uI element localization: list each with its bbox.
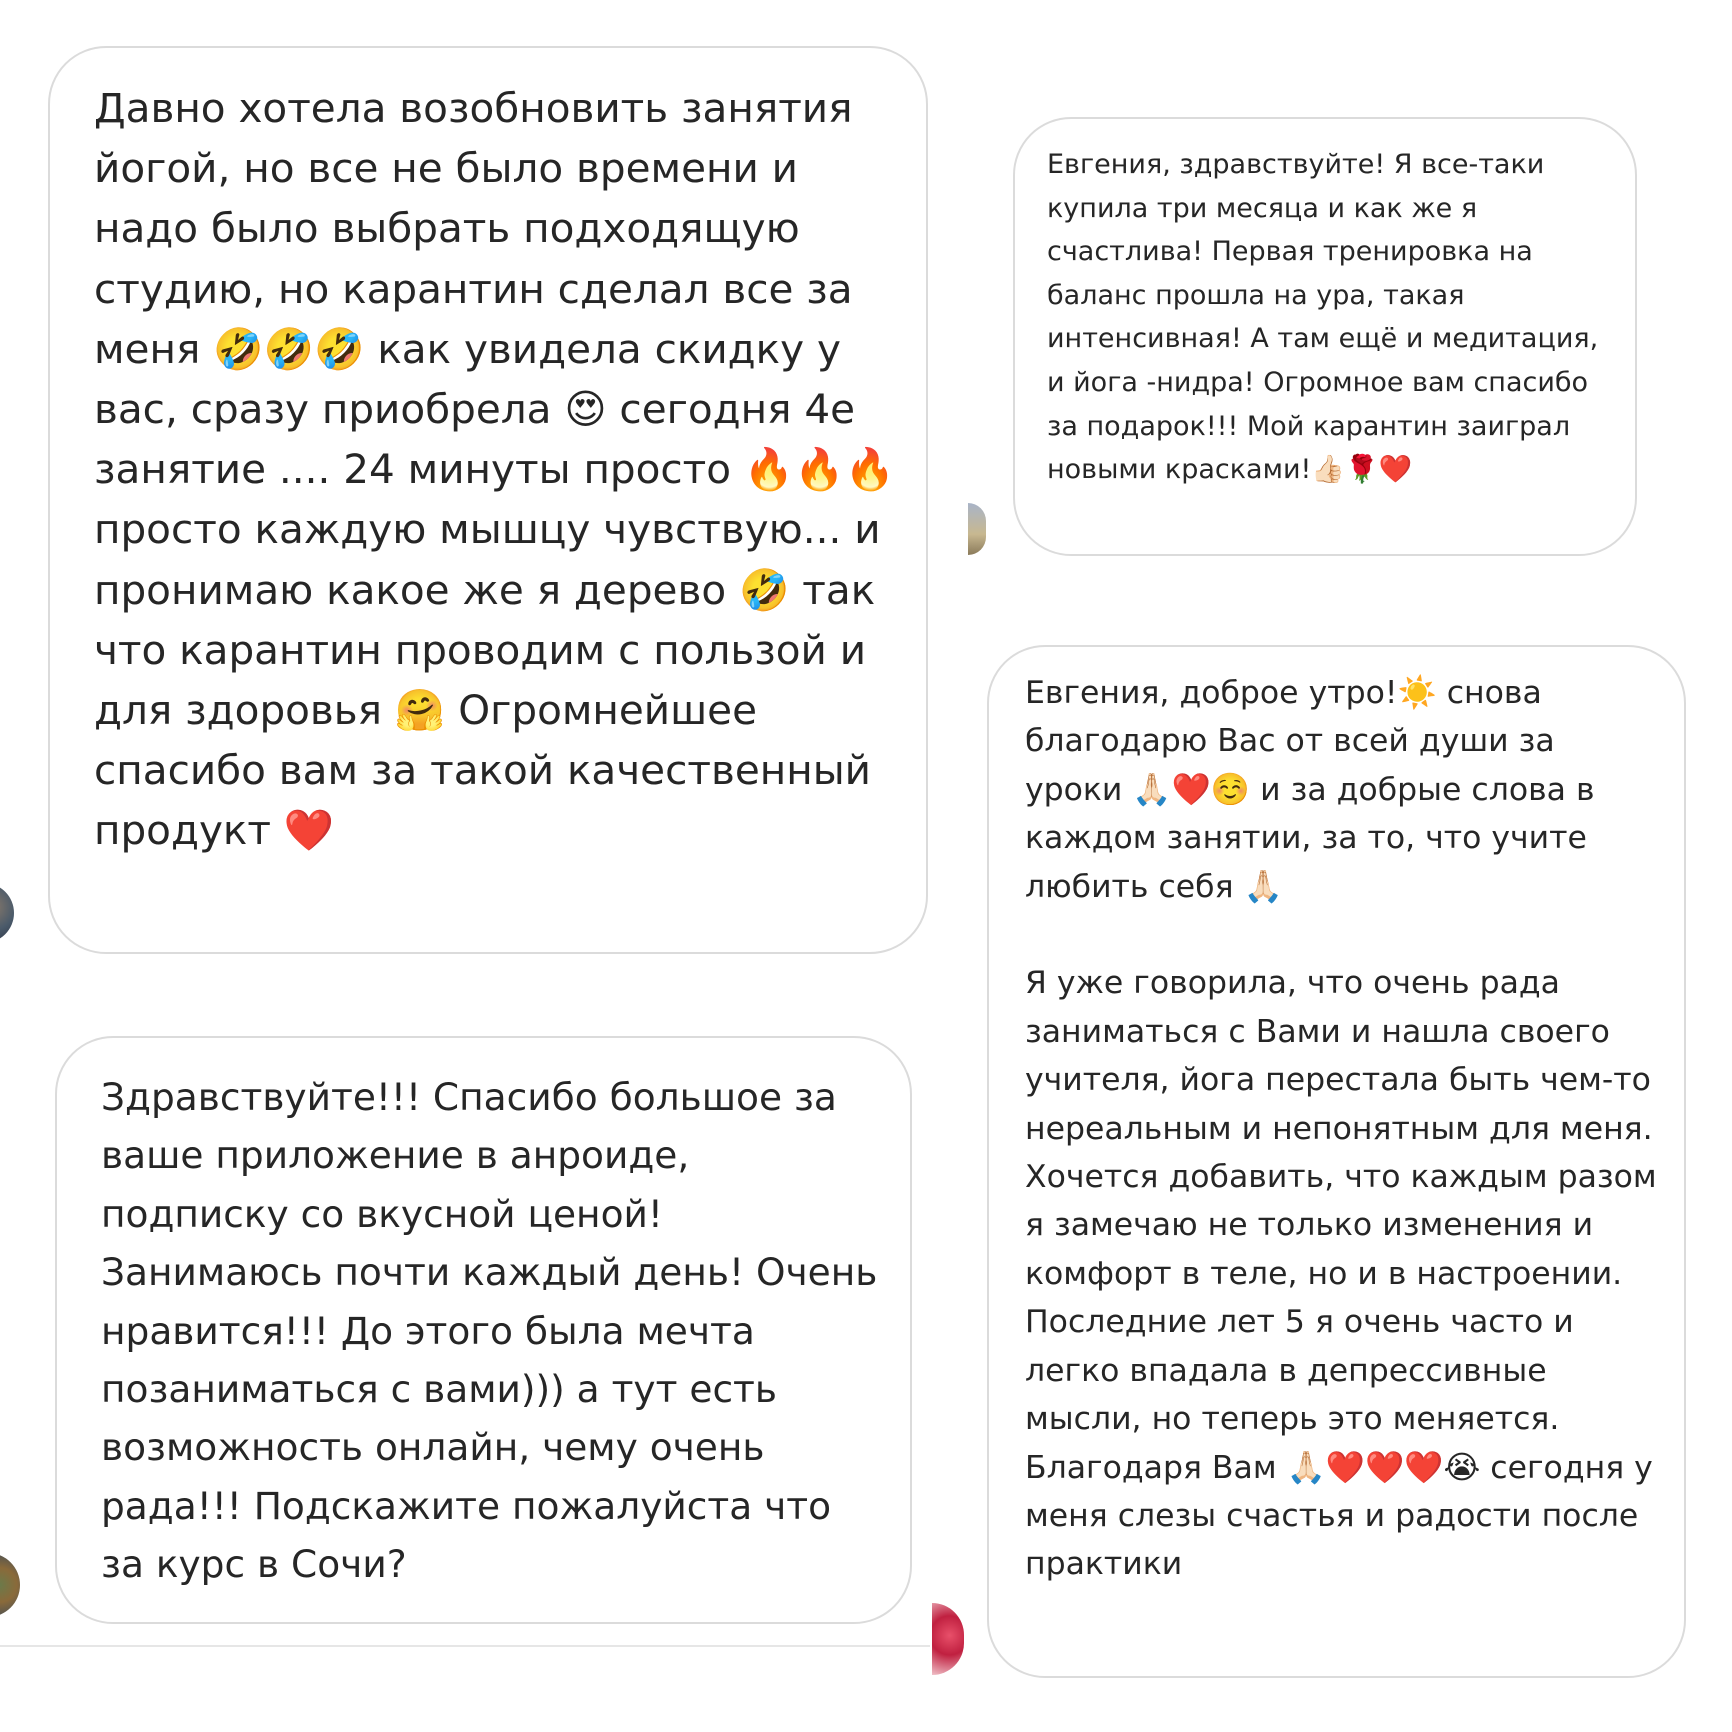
message-text-4: Евгения, доброе утро!☀️ снова благодарю Вас от всей души за уроки 🙏🏻❤️☺️ и за добрые слова в каждом занятии, за то, что учите любить себя 🙏🏻 Я уже говорила, что очень рада заниматься с Вами и нашла своего учителя, йога перестала быть чем-то нереальным и непонятным для меня. Хочется добавить, что каждым разом я замечаю не только изменения и комфорт в теле, но и в настроении. Последние лет 5 я очень часто и легко впадала в депрессивные мысли, но теперь это меняется. Благодаря Вам 🙏🏻❤️❤️❤️😭 сегодня у меня слезы счастья и радости после практики [1025, 675, 1657, 1583]
sender-avatar-2[interactable] [0, 1553, 20, 1617]
sender-avatar-3[interactable] [968, 503, 986, 555]
divider [0, 1645, 930, 1647]
message-text-2: Здравствуйте!!! Спасибо большое за ваше приложение в анроиде, подписку со вкусной ценой! Занимаюсь почти каждый день! Очень нравится!!! До этого была мечта позаниматься с вами))) а тут есть возможность онлайн, чему очень рада!!! Подскажите пожалуйста что за курс в Сочи? [101, 1075, 890, 1587]
message-bubble-4[interactable] [987, 645, 1686, 1678]
message-bubble-1[interactable] [48, 46, 928, 954]
message-text-3: Евгения, здравствуйте! Я все-таки купила три месяца и как же я счастлива! Первая тренировка на баланс прошла на ура, такая интенсивная! А там ещё и медитация, и йога -нидра! Огромное вам спасибо за подарок!!! Мой карантин заиграл новыми красками!👍🏻🌹❤️ [1047, 149, 1607, 486]
sender-avatar-1[interactable] [0, 883, 14, 943]
message-bubble-2[interactable] [55, 1036, 912, 1624]
sender-avatar-4[interactable] [932, 1603, 964, 1675]
message-bubble-3[interactable] [1013, 117, 1637, 556]
message-text-1: Давно хотела возобновить занятия йогой, но все не было времени и надо было выбрать подходящую студию, но карантин сделал все за меня 🤣🤣🤣 как увидела скидку у вас, сразу приобрела 😍 сегодня 4е занятие .... 24 минуты просто 🔥🔥🔥 просто каждую мышцу чувствую... и пронимаю какое же я дерево 🤣 так что карантин проводим с пользой и для здоровья 🤗 Огромнейшее спасибо вам за такой качественный продукт ❤️ [94, 84, 909, 855]
